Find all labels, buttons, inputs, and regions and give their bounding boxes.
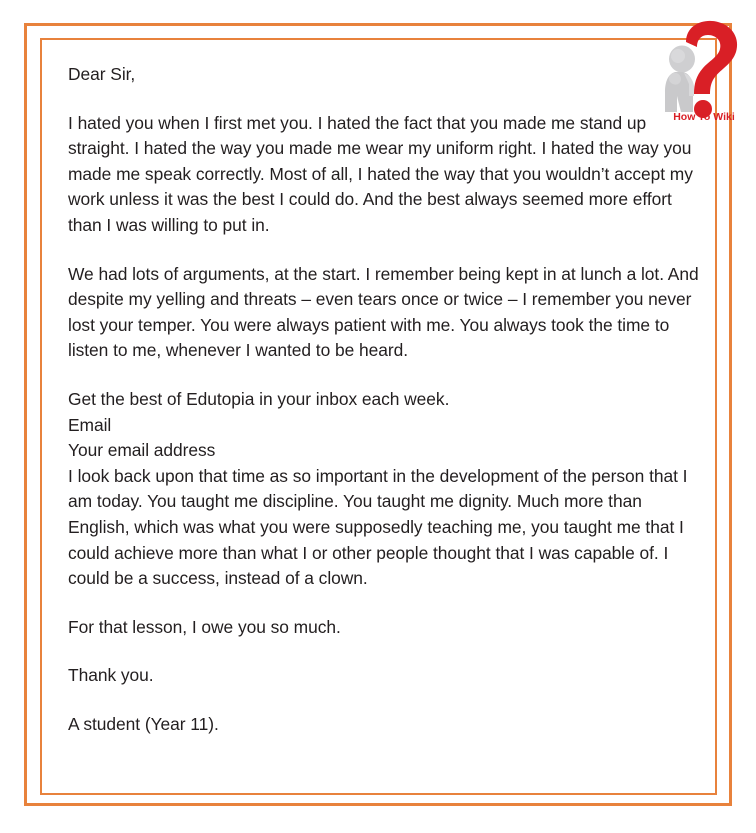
thinking-figure-icon bbox=[665, 46, 695, 113]
how-to-wiki-logo bbox=[653, 16, 756, 122]
letter-body bbox=[68, 62, 703, 737]
letter-paragraph-3: I look back upon that time as so important in the development of the person that I am today. You taught me discipline. You taught me dignity. Much more than English, which was what you were supposedly teaching me, you taught me that I could achieve more than what I or other people thought that I was capable of. I could be a success, instead of a clown. bbox=[68, 465, 688, 589]
letter-salutation: Dear Sir, bbox=[68, 64, 136, 84]
newsletter-email-label: Email bbox=[68, 414, 112, 435]
letter-thanks-line: Thank you. bbox=[68, 665, 154, 686]
letter-paragraph-1: I hated you when I first met you. I hated the fact that you made me stand up straight. I hated the way you made me wear my uniform right. I hated the way you made me speak correctly. Most of all, I hated the way that you wouldn’t accept my work unless it was the best I could do. And the best always seemed more effort than I was willing to put in. bbox=[68, 112, 693, 235]
letter-closing-line: For that lesson, I owe you so much. bbox=[68, 616, 341, 637]
letter-signature: A student (Year 11). bbox=[68, 713, 219, 734]
salutation-spacer bbox=[68, 88, 703, 111]
newsletter-email-input-placeholder[interactable]: Your email address bbox=[68, 440, 216, 461]
newsletter-promo-text: Get the best of Edutopia in your inbox each week. bbox=[68, 388, 450, 409]
letter-paragraph-2: We had lots of arguments, at the start. I remember being kept in at lunch a lot. And despite my yelling and threats – even tears once or twice – I remember you never lost your temper. You were always patient with me. You always took the time to listen to me, whenever I wanted to be heard. bbox=[68, 263, 699, 361]
logo-wordmark: How To Wiki bbox=[673, 111, 735, 122]
question-mark-icon bbox=[686, 21, 737, 118]
